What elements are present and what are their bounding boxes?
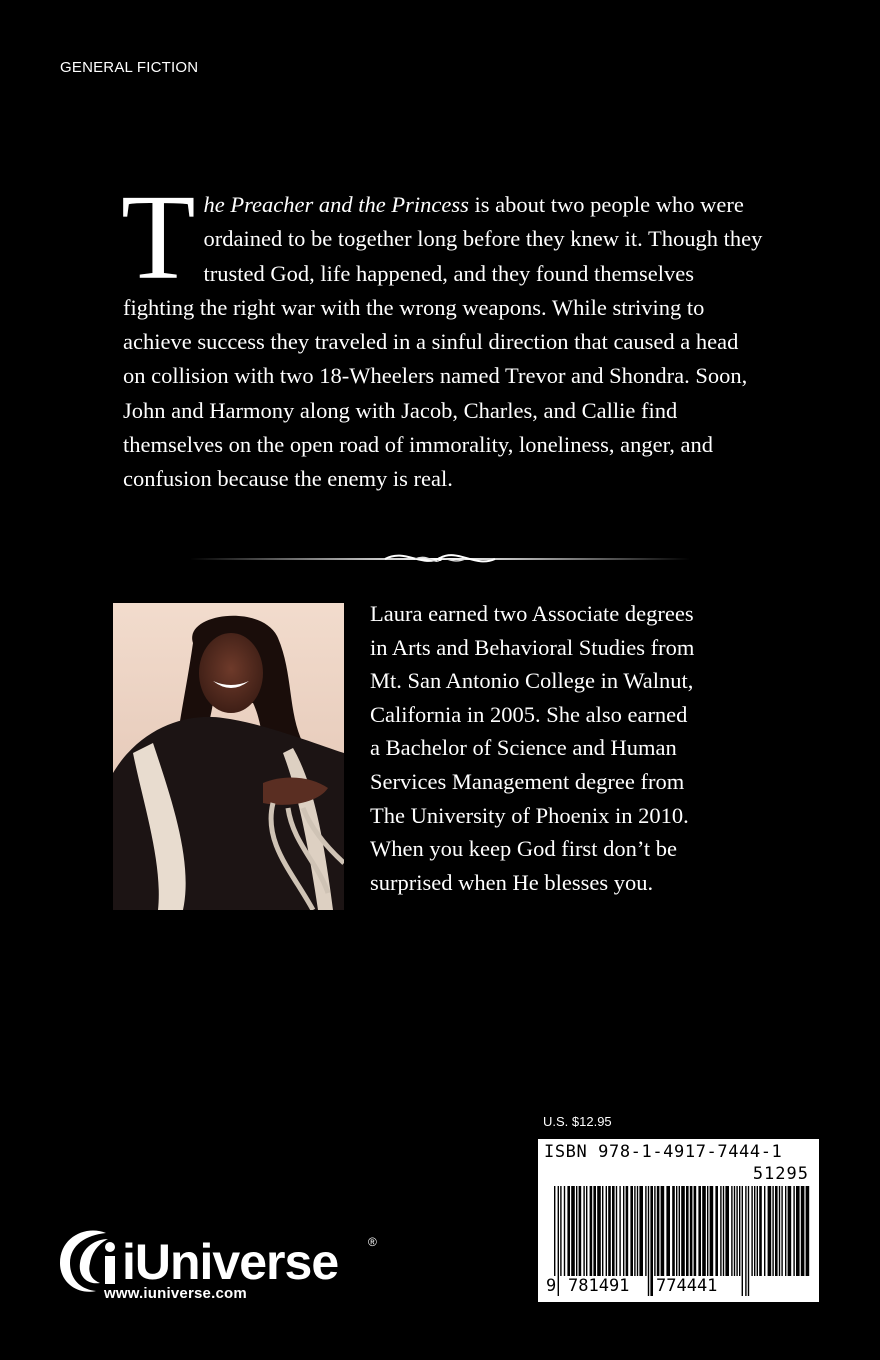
- barcode-bar: [757, 1186, 758, 1276]
- barcode-bar: [775, 1186, 778, 1276]
- barcode-bar: [785, 1186, 786, 1276]
- barcode-bar: [634, 1186, 635, 1276]
- barcode-bar: [686, 1186, 689, 1276]
- barcode-right-group: 774441: [656, 1276, 718, 1296]
- blurb-text: is about two people who were ordained to be together long before they knew it. Though they trusted God, life happened, and they found themselves fighting the right war with the wrong weapons. While striving to achieve success they traveled in a sinful direction that caused a head on collision with two 18-Wheelers named Trevor and Shondra. Soon, John and Harmony along with Jacob, Charles, and Callie find themselves on the open road of immorality, loneliness, anger, and confusion because the enemy is real.: [123, 192, 763, 492]
- barcode-bar: [567, 1186, 570, 1276]
- barcode-bar: [681, 1186, 685, 1276]
- barcode-bar: [597, 1186, 601, 1276]
- drop-cap: T: [121, 170, 196, 305]
- barcode-bar: [560, 1186, 561, 1276]
- barcode-bar: [725, 1186, 729, 1276]
- barcode-bar: [754, 1186, 755, 1276]
- barcode-bar: [576, 1186, 577, 1276]
- barcode-bar: [736, 1186, 737, 1276]
- barcode-bar: [606, 1186, 607, 1276]
- barcode-bar: [676, 1186, 677, 1276]
- barcode-bar: [788, 1186, 792, 1276]
- bio-line: surprised when He blesses you.: [370, 869, 654, 895]
- bio-line: California in 2005. She also earned: [370, 701, 688, 727]
- barcode-bar: [661, 1186, 665, 1276]
- barcode-bar: [734, 1186, 735, 1276]
- barcode-bar: [571, 1186, 575, 1276]
- barcode-bar: [602, 1186, 603, 1276]
- ornamental-divider: [190, 544, 690, 574]
- barcode-bar: [739, 1186, 740, 1276]
- barcode-bar: [702, 1186, 706, 1276]
- barcode-bar: [654, 1186, 655, 1276]
- barcode-bar: [707, 1186, 708, 1276]
- isbn-number: ISBN 978-1-4917-7444-1: [544, 1142, 783, 1162]
- barcode-bar: [806, 1186, 810, 1276]
- barcode-bar: [608, 1186, 611, 1276]
- barcode-bar: [593, 1186, 596, 1276]
- book-blurb: [121, 170, 763, 497]
- barcode-bar: [710, 1186, 714, 1276]
- bio-line: The University of Phoenix in 2010.: [370, 802, 689, 828]
- barcode-bar: [779, 1186, 780, 1276]
- barcode-left-group: 781491: [568, 1276, 630, 1296]
- bio-line: in Arts and Behavioral Studies from: [370, 634, 695, 660]
- barcode-bar: [690, 1186, 693, 1276]
- barcode-bar: [619, 1186, 620, 1276]
- bio-line: a Bachelor of Science and Human: [370, 735, 677, 761]
- price-label: U.S. $12.95: [543, 1114, 612, 1129]
- barcode-bar: [666, 1186, 670, 1276]
- barcode-bar: [772, 1186, 773, 1276]
- isbn-barcode: [538, 1139, 819, 1302]
- barcode-bar: [612, 1186, 615, 1276]
- barcode-bar: [751, 1186, 752, 1276]
- barcode-bar: [672, 1186, 675, 1276]
- barcode-bar: [698, 1186, 701, 1276]
- genre-label: GENERAL FICTION: [60, 59, 199, 76]
- barcode-digits: [545, 1276, 807, 1298]
- barcode-bar: [793, 1186, 794, 1276]
- bio-line: Mt. San Antonio College in Walnut,: [370, 668, 694, 694]
- barcode-bar: [759, 1186, 762, 1276]
- barcode-bar: [694, 1186, 697, 1276]
- barcode-bar: [723, 1186, 724, 1276]
- book-title-italic: he Preacher and the Princess: [203, 192, 469, 217]
- barcode-bar: [801, 1186, 805, 1276]
- barcode-first-digit: 9: [546, 1276, 557, 1296]
- publisher-name: iUniverse: [122, 1234, 339, 1290]
- price-addon-number: 51295: [752, 1164, 809, 1184]
- barcode-bar: [657, 1186, 660, 1276]
- barcode-bar: [731, 1186, 732, 1276]
- barcode-bar: [616, 1186, 617, 1276]
- registered-mark: ®: [368, 1235, 377, 1249]
- barcode-bar: [720, 1186, 721, 1276]
- barcode-bar: [626, 1186, 629, 1276]
- bio-line: Services Management degree from: [370, 768, 685, 794]
- bio-line: Laura earned two Associate degrees: [370, 601, 694, 626]
- barcode-bar: [796, 1186, 800, 1276]
- barcode-bar: [768, 1186, 772, 1276]
- barcode-bar: [583, 1186, 584, 1276]
- barcode-bar: [637, 1186, 638, 1276]
- barcode-bar: [764, 1186, 765, 1276]
- barcode-bar: [645, 1186, 646, 1276]
- barcode-bar: [630, 1186, 633, 1276]
- barcode-bar: [586, 1186, 587, 1276]
- author-bio: [370, 597, 770, 899]
- barcode-bar: [715, 1186, 718, 1276]
- barcode-bar: [564, 1186, 565, 1276]
- barcode-bar: [623, 1186, 624, 1276]
- barcode-bar: [679, 1186, 680, 1276]
- publisher-url: www.iuniverse.com: [104, 1285, 247, 1302]
- publisher-logo: [56, 1225, 386, 1335]
- barcode-bar: [781, 1186, 782, 1276]
- author-photo: [113, 603, 344, 910]
- barcode-bar: [590, 1186, 593, 1276]
- bio-line: When you keep God first don’t be: [370, 836, 678, 862]
- barcode-bar: [579, 1186, 582, 1276]
- barcode-bar: [639, 1186, 643, 1276]
